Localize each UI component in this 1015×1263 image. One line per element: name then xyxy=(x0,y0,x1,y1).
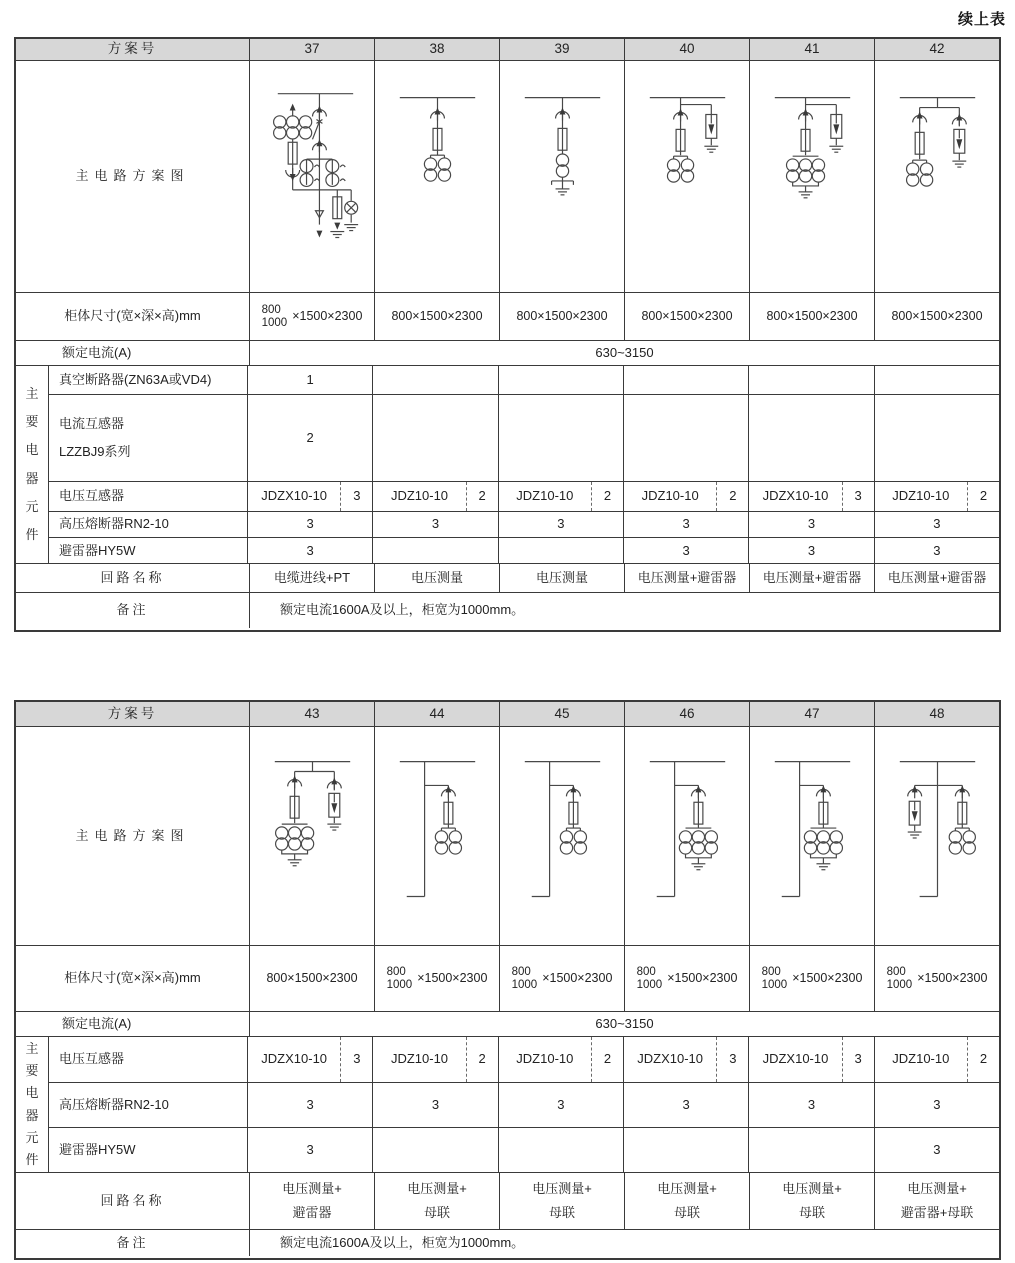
table-row xyxy=(16,292,999,340)
circuit-line1: 电压测量+ xyxy=(407,1181,467,1197)
pt-qty: 2 xyxy=(967,1037,999,1082)
dims-width-bottom: 1000 xyxy=(511,978,538,991)
circuit-line1: 电压测量+ xyxy=(782,1181,842,1197)
pt-cell-40 xyxy=(623,482,748,511)
circuit-diagram-svg xyxy=(625,61,749,292)
dims-38: 800×1500×2300 xyxy=(374,293,499,340)
pt-model: JDZ10-10 xyxy=(892,1051,950,1067)
table-row xyxy=(48,511,999,537)
table-row xyxy=(16,945,999,1011)
dims-width-bottom: 1000 xyxy=(886,978,913,991)
circuit-43 xyxy=(249,1173,374,1229)
arrester-qty-48: 3 xyxy=(874,1128,999,1173)
circuit-line2: 母联 xyxy=(798,1204,825,1220)
pt-cell-48 xyxy=(874,1037,999,1082)
vacuum-breaker-label: 真空断路器(ZN63A或VD4) xyxy=(48,366,247,394)
rated-current-label: 额定电流(A) xyxy=(62,344,132,360)
continued-note: 续上表 xyxy=(957,11,1006,28)
vacuum-qty-41 xyxy=(748,366,873,394)
circuit-diagram-svg xyxy=(250,61,374,292)
ct-label-line2: LZZBJ9系列 xyxy=(59,443,131,459)
rated-current-value: 630~3150 xyxy=(249,341,999,365)
dims-width-top: 800 xyxy=(511,965,531,978)
table-row xyxy=(16,702,999,726)
scheme-37-diagram xyxy=(249,61,374,292)
pt-cell-38 xyxy=(372,482,497,511)
scheme-no-44: 44 xyxy=(374,702,499,726)
pt-qty: 3 xyxy=(842,482,874,511)
pt-model: JDZX10-10 xyxy=(762,488,829,504)
pt-model: JDZ10-10 xyxy=(390,488,449,504)
scheme-40-diagram xyxy=(624,61,749,292)
circuit-47 xyxy=(749,1173,874,1229)
fuse-qty-40: 3 xyxy=(623,512,748,537)
hv-fuse-label: 高压熔断器RN2-10 xyxy=(48,512,247,537)
scheme-no-39: 39 xyxy=(499,39,624,60)
scheme-no-48: 48 xyxy=(874,702,999,726)
pt-cell-47 xyxy=(748,1037,873,1082)
rated-current-value: 630~3150 xyxy=(249,1012,999,1036)
circuit-line2: 母联 xyxy=(548,1204,575,1220)
scheme-43-diagram xyxy=(249,727,374,945)
dims-44 xyxy=(374,946,499,1011)
group-char: 要 xyxy=(25,1063,39,1078)
scheme-44-diagram xyxy=(374,727,499,945)
table-row xyxy=(48,1082,999,1127)
circuit-45 xyxy=(499,1173,624,1229)
scheme-table-43-48 xyxy=(14,700,1001,1260)
arrester-label: 避雷器HY5W xyxy=(48,538,247,564)
arrester-qty-42: 3 xyxy=(874,538,999,564)
scheme-no-45: 45 xyxy=(499,702,624,726)
dims-40: 800×1500×2300 xyxy=(624,293,749,340)
circuit-46 xyxy=(624,1173,749,1229)
fuse-qty-41: 3 xyxy=(748,512,873,537)
fuse-qty-47: 3 xyxy=(748,1083,873,1127)
group-char: 电 xyxy=(25,1085,39,1101)
dims-width-top: 800 xyxy=(761,965,781,978)
dims-width-bottom: 1000 xyxy=(386,978,413,991)
pt-model: JDZ10-10 xyxy=(390,1051,449,1067)
scheme-no-38: 38 xyxy=(374,39,499,60)
group-char: 元 xyxy=(25,1129,39,1145)
pt-qty: 3 xyxy=(716,1037,748,1082)
dims-rest: ×1500×2300 xyxy=(667,970,738,985)
diagram-row-label: 主电路方案图 xyxy=(75,168,190,184)
fuse-qty-44: 3 xyxy=(372,1083,497,1127)
circuit-diagram-svg xyxy=(875,61,999,292)
circuit-diagram-svg xyxy=(500,61,624,292)
scheme-no-header: 方案号 xyxy=(107,705,158,721)
hv-fuse-label: 高压熔断器RN2-10 xyxy=(48,1083,247,1127)
components-rows xyxy=(48,1037,999,1172)
circuit-diagram-svg xyxy=(250,727,374,945)
ct-label-line1: 电流互感器 xyxy=(59,416,125,432)
circuit-diagram-svg xyxy=(375,727,499,945)
scheme-no-46: 46 xyxy=(624,702,749,726)
table-row xyxy=(16,1011,999,1036)
components-rows xyxy=(48,366,999,563)
pt-qty: 2 xyxy=(967,482,999,511)
main-components-band xyxy=(16,1036,999,1172)
pt-qty: 3 xyxy=(842,1037,874,1082)
scheme-no-37: 37 xyxy=(249,39,374,60)
ct-qty-41 xyxy=(748,395,873,481)
dims-45 xyxy=(499,946,624,1011)
group-char: 器 xyxy=(25,1107,39,1123)
group-char: 元 xyxy=(25,498,39,514)
table-row xyxy=(48,1127,999,1173)
circuit-42: 电压测量+避雷器 xyxy=(874,564,999,592)
group-char: 电 xyxy=(25,442,39,458)
group-char: 主 xyxy=(25,385,39,401)
fuse-qty-45: 3 xyxy=(498,1083,623,1127)
circuit-name-label: 回路名称 xyxy=(100,569,165,585)
pt-qty: 3 xyxy=(340,1037,372,1082)
pt-cell-46 xyxy=(623,1037,748,1082)
dims-width-bottom: 1000 xyxy=(261,316,288,329)
arrester-qty-47 xyxy=(748,1128,873,1173)
dims-width-options xyxy=(512,966,538,992)
fuse-qty-43: 3 xyxy=(247,1083,372,1127)
circuit-diagram-svg xyxy=(750,61,874,292)
table-row xyxy=(16,592,999,628)
circuit-39: 电压测量 xyxy=(499,564,624,592)
current-transformer-label xyxy=(48,395,247,481)
pt-qty: 2 xyxy=(591,482,623,511)
remark-value: 额定电流1600A及以上，柜宽为1000mm。 xyxy=(249,1230,999,1256)
arrester-qty-45 xyxy=(498,1128,623,1173)
circuit-44 xyxy=(374,1173,499,1229)
dims-width-options xyxy=(387,966,413,992)
scheme-39-diagram xyxy=(499,61,624,292)
table-row xyxy=(16,726,999,945)
pt-cell-37 xyxy=(247,482,372,511)
main-components-group-label xyxy=(16,366,48,563)
circuit-name-label: 回路名称 xyxy=(100,1192,165,1208)
group-char: 件 xyxy=(25,1152,39,1167)
dims-42: 800×1500×2300 xyxy=(874,293,999,340)
dims-39: 800×1500×2300 xyxy=(499,293,624,340)
fuse-qty-48: 3 xyxy=(874,1083,999,1127)
scheme-no-header: 方案号 xyxy=(107,41,158,57)
arrester-qty-46 xyxy=(623,1128,748,1173)
table-row xyxy=(16,60,999,292)
pt-model: JDZ10-10 xyxy=(641,488,699,504)
arrester-qty-39 xyxy=(498,538,623,564)
circuit-line1: 电压测量+ xyxy=(532,1181,592,1197)
group-char: 主 xyxy=(25,1040,39,1056)
pt-model: JDZ10-10 xyxy=(516,1051,574,1067)
scheme-42-diagram xyxy=(874,61,999,292)
circuit-line2: 避雷器 xyxy=(292,1204,332,1220)
scheme-no-40: 40 xyxy=(624,39,749,60)
scheme-45-diagram xyxy=(499,727,624,945)
dims-width-bottom: 1000 xyxy=(761,978,788,991)
scheme-table-37-42 xyxy=(14,37,1001,632)
arrester-qty-43: 3 xyxy=(247,1128,372,1173)
ct-qty-40 xyxy=(623,395,748,481)
pt-cell-45 xyxy=(498,1037,623,1082)
circuit-diagram-svg xyxy=(875,727,999,945)
fuse-qty-39: 3 xyxy=(498,512,623,537)
dims-rest: ×1500×2300 xyxy=(792,970,863,985)
dims-rest: ×1500×2300 xyxy=(542,970,613,985)
table-row xyxy=(48,394,999,481)
circuit-40: 电压测量+避雷器 xyxy=(624,564,749,592)
ct-qty-42 xyxy=(874,395,999,481)
circuit-line1: 电压测量+ xyxy=(657,1181,717,1197)
pt-cell-44 xyxy=(372,1037,497,1082)
group-char: 器 xyxy=(25,470,39,486)
vacuum-qty-40 xyxy=(623,366,748,394)
circuit-diagram-svg xyxy=(375,61,499,292)
dims-37 xyxy=(249,293,374,340)
group-char: 要 xyxy=(25,414,39,429)
voltage-transformer-label: 电压互感器 xyxy=(48,1037,247,1082)
dims-46 xyxy=(624,946,749,1011)
pt-model: JDZX10-10 xyxy=(762,1051,829,1067)
table-row xyxy=(16,1229,999,1256)
vacuum-qty-42 xyxy=(874,366,999,394)
rated-current-label: 额定电流(A) xyxy=(62,1015,132,1031)
cabinet-dims-label: 柜体尺寸(宽×深×高)mm xyxy=(64,970,201,986)
dims-width-top: 800 xyxy=(636,965,656,978)
dims-48 xyxy=(874,946,999,1011)
pt-cell-43 xyxy=(247,1037,372,1082)
vacuum-qty-38 xyxy=(372,366,497,394)
remark-label: 备注 xyxy=(116,1234,149,1250)
vacuum-qty-39 xyxy=(498,366,623,394)
dims-width-options xyxy=(637,966,663,992)
dims-width-options xyxy=(762,966,788,992)
circuit-diagram-svg xyxy=(750,727,874,945)
ct-qty-37: 2 xyxy=(247,395,372,481)
dims-width-bottom: 1000 xyxy=(636,978,663,991)
circuit-line2: 母联 xyxy=(423,1204,450,1220)
dims-43: 800×1500×2300 xyxy=(249,946,374,1011)
arrester-qty-38 xyxy=(372,538,497,564)
scheme-48-diagram xyxy=(874,727,999,945)
pt-model: JDZ10-10 xyxy=(892,488,950,504)
circuit-line2: 母联 xyxy=(673,1204,700,1220)
dims-width-top: 800 xyxy=(386,965,406,978)
fuse-qty-37: 3 xyxy=(247,512,372,537)
dims-width-options xyxy=(887,966,913,992)
dims-width-top: 800 xyxy=(261,303,281,316)
group-char: 件 xyxy=(25,527,39,542)
dims-41: 800×1500×2300 xyxy=(749,293,874,340)
arrester-qty-41: 3 xyxy=(748,538,873,564)
dims-rest: ×1500×2300 xyxy=(292,308,363,323)
fuse-qty-46: 3 xyxy=(623,1083,748,1127)
scheme-no-47: 47 xyxy=(749,702,874,726)
pt-cell-41 xyxy=(748,482,873,511)
scheme-no-41: 41 xyxy=(749,39,874,60)
circuit-line1: 电压测量+ xyxy=(907,1181,967,1197)
circuit-37: 电缆进线+PT xyxy=(249,564,374,592)
dims-width-top: 800 xyxy=(886,965,906,978)
table-row xyxy=(48,1037,999,1082)
scheme-38-diagram xyxy=(374,61,499,292)
circuit-line2: 避雷器+母联 xyxy=(900,1204,974,1220)
pt-model: JDZ10-10 xyxy=(516,488,574,504)
table-row xyxy=(16,39,999,60)
vacuum-qty-37: 1 xyxy=(247,366,372,394)
circuit-line1: 电压测量+ xyxy=(282,1181,342,1197)
ct-qty-39 xyxy=(498,395,623,481)
arrester-qty-44 xyxy=(372,1128,497,1173)
cabinet-dims-label: 柜体尺寸(宽×深×高)mm xyxy=(64,308,201,324)
pt-qty: 3 xyxy=(340,482,372,511)
scheme-41-diagram xyxy=(749,61,874,292)
dims-width-options xyxy=(262,304,288,330)
table-row xyxy=(16,1172,999,1229)
table-row xyxy=(48,537,999,564)
scheme-47-diagram xyxy=(749,727,874,945)
dims-rest: ×1500×2300 xyxy=(417,970,488,985)
table-row xyxy=(16,340,999,365)
circuit-41: 电压测量+避雷器 xyxy=(749,564,874,592)
arrester-label: 避雷器HY5W xyxy=(48,1128,247,1173)
voltage-transformer-label: 电压互感器 xyxy=(48,482,247,511)
scheme-46-diagram xyxy=(624,727,749,945)
remark-value: 额定电流1600A及以上，柜宽为1000mm。 xyxy=(249,593,999,628)
pt-model: JDZX10-10 xyxy=(261,488,328,504)
pt-qty: 2 xyxy=(591,1037,623,1082)
circuit-38: 电压测量 xyxy=(374,564,499,592)
table-row xyxy=(48,366,999,394)
pt-cell-42 xyxy=(874,482,999,511)
main-components-group-label xyxy=(16,1037,48,1172)
circuit-48 xyxy=(874,1173,999,1229)
dims-47 xyxy=(749,946,874,1011)
pt-model: JDZX10-10 xyxy=(637,1051,704,1067)
main-components-band xyxy=(16,365,999,563)
table-row xyxy=(16,563,999,592)
fuse-qty-42: 3 xyxy=(874,512,999,537)
diagram-row-label: 主电路方案图 xyxy=(75,827,190,843)
pt-cell-39 xyxy=(498,482,623,511)
ct-qty-38 xyxy=(372,395,497,481)
circuit-diagram-svg xyxy=(625,727,749,945)
fuse-qty-38: 3 xyxy=(372,512,497,537)
pt-model: JDZX10-10 xyxy=(261,1051,328,1067)
pt-qty: 2 xyxy=(466,482,498,511)
remark-label: 备注 xyxy=(116,602,149,618)
arrester-qty-40: 3 xyxy=(623,538,748,564)
pt-qty: 2 xyxy=(466,1037,498,1082)
circuit-diagram-svg xyxy=(500,727,624,945)
arrester-qty-37: 3 xyxy=(247,538,372,564)
scheme-no-43: 43 xyxy=(249,702,374,726)
scheme-no-42: 42 xyxy=(874,39,999,60)
dims-rest: ×1500×2300 xyxy=(917,970,988,985)
table-row xyxy=(48,481,999,511)
pt-qty: 2 xyxy=(716,482,748,511)
